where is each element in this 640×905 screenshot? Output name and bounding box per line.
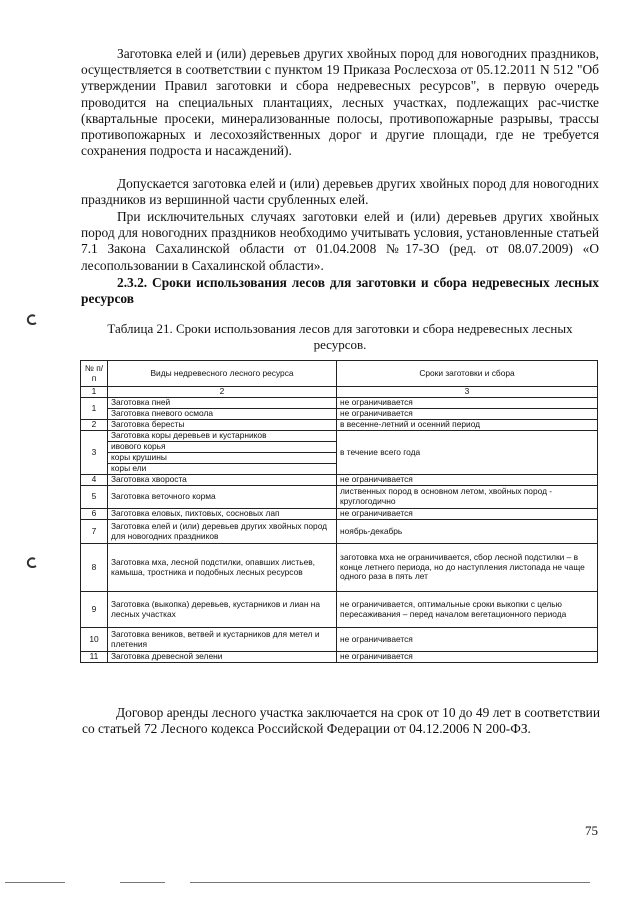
table-row	[81, 409, 598, 420]
resource-term: не ограничивается	[337, 398, 598, 409]
resource-kind: коры крушины	[108, 453, 337, 464]
header-terms: Сроки заготовки и сбора	[337, 361, 598, 387]
resource-kind: Заготовка бересты	[108, 420, 337, 431]
row-number: 11	[81, 652, 108, 663]
header-number: № п/п	[81, 361, 108, 387]
resource-kind: Заготовка пневого осмола	[108, 409, 337, 420]
table-caption: Таблица 21. Сроки использования лесов для заготовки и сбора недревесных лесных ресурсов.	[107, 321, 573, 352]
resource-term: не ограничивается	[337, 509, 598, 520]
resource-term: не ограничивается	[337, 628, 598, 652]
row-number: 1	[81, 398, 108, 420]
resource-kind: Заготовка еловых, пихтовых, сосновых лап	[108, 509, 337, 520]
resource-kind: Заготовка хвороста	[108, 475, 337, 486]
header-resource-kind: Виды недревесного лесного ресурса	[108, 361, 337, 387]
table-row	[81, 509, 598, 520]
table-row	[81, 652, 598, 663]
row-number: 7	[81, 520, 108, 544]
scan-edge-line	[5, 882, 65, 883]
lease-term-paragraph: Договор аренды лесного участка заключается на срок от 10 до 49 лет в соответствии со статьей 72 Лесного кодекса Российской Федерации от 04.12.2006 N 200-ФЗ.	[82, 705, 600, 737]
resource-kind: Заготовка елей и (или) деревьев других хвойных пород для новогодних праздников	[108, 520, 337, 544]
table-row	[81, 475, 598, 486]
row-number: 2	[81, 420, 108, 431]
row-number: 10	[81, 628, 108, 652]
row-number: 3	[81, 431, 108, 475]
paragraph-exceptional-cases: При исключительных случаях заготовки елей и (или) деревьев других хвойных пород для новогодних праздников необходимо учитывать условия, установленные статьей 7.1 Закона Сахалинской области от 01.04.2008 №17-ЗО (ред. от 08.07.2009) «О лесопользовании в Сахалинской области».	[81, 209, 599, 273]
resources-terms-table	[80, 360, 598, 663]
resource-term: ноябрь-декабрь	[337, 520, 598, 544]
resource-kind: Заготовка древесной зелени	[108, 652, 337, 663]
index-cell: 2	[108, 387, 337, 398]
paragraph-christmas-trees: Заготовка елей и (или) деревьев других хвойных пород для новогодних праздников, осуществляется в соответствии с пунктом 19 Приказа Рослесхоза от 05.12.2011 N 512 "Об утверждении Правил заготовки и сбора недревесных ресурсов", в первую очередь проводится на специальных плантациях, лесных участках, подлежащих рас-чистке (квартальные просеки, минерализованные полосы, противопожарные разрывы, трассы противопожарных и лесохозяйственных дорог и другие площади, где не требуется сохранения подроста и насаждений).	[81, 46, 599, 159]
resource-kind: ивового корья	[108, 442, 337, 453]
table-row	[81, 592, 598, 628]
section-heading: 2.3.2. Сроки использования лесов для заготовки и сбора недревесных лесных ресурсов	[81, 275, 599, 307]
scan-edge-line	[120, 882, 165, 883]
resource-term: не ограничивается	[337, 475, 598, 486]
resource-term: заготовка мха не ограничивается, сбор лесной подстилки – в конце летнего периода, но до наступления листопада не чаще одного раза в пять лет	[337, 544, 598, 592]
row-number: 5	[81, 486, 108, 509]
resource-term: в течение всего года	[337, 431, 598, 475]
table-row	[81, 520, 598, 544]
resource-term: в весенне-летний и осенний период	[337, 420, 598, 431]
binder-hole-mark-icon	[25, 313, 39, 327]
resource-kind: Заготовка пней	[108, 398, 337, 409]
scan-edge-line	[190, 882, 590, 883]
table-row	[81, 628, 598, 652]
table-row	[81, 431, 598, 442]
table-row	[81, 544, 598, 592]
resource-kind: коры ели	[108, 464, 337, 475]
resource-term: не ограничивается, оптимальные сроки выкопки с целью пересаживания – перед началом вегетационного периода	[337, 592, 598, 628]
row-number: 9	[81, 592, 108, 628]
resource-kind: Заготовка мха, лесной подстилки, опавших листьев, камыша, тростника и подобных лесных ресурсов	[108, 544, 337, 592]
resource-term: не ограничивается	[337, 409, 598, 420]
index-cell: 1	[81, 387, 108, 398]
resource-kind: Заготовка веников, ветвей и кустарников для метел и плетения	[108, 628, 337, 652]
index-cell: 3	[337, 387, 598, 398]
resource-kind: Заготовка коры деревьев и кустарников	[108, 431, 337, 442]
resource-kind: Заготовка веточного корма	[108, 486, 337, 509]
resource-term: лиственных пород в основном летом, хвойных пород - круглогодично	[337, 486, 598, 509]
table-row	[81, 420, 598, 431]
resource-kind: Заготовка (выкопка) деревьев, кустарников и лиан на лесных участках	[108, 592, 337, 628]
resource-term: не ограничивается	[337, 652, 598, 663]
binder-hole-mark-icon	[25, 556, 39, 570]
table-row	[81, 486, 598, 509]
paragraph-tops-allowed: Допускается заготовка елей и (или) деревьев других хвойных пород для новогодних праздников из вершинной части срубленных елей.	[81, 176, 599, 208]
table-index-row	[81, 387, 598, 398]
row-number: 4	[81, 475, 108, 486]
row-number: 6	[81, 509, 108, 520]
row-number: 8	[81, 544, 108, 592]
table-row	[81, 398, 598, 409]
table-header-row	[81, 361, 598, 387]
page-number: 75	[585, 823, 598, 838]
